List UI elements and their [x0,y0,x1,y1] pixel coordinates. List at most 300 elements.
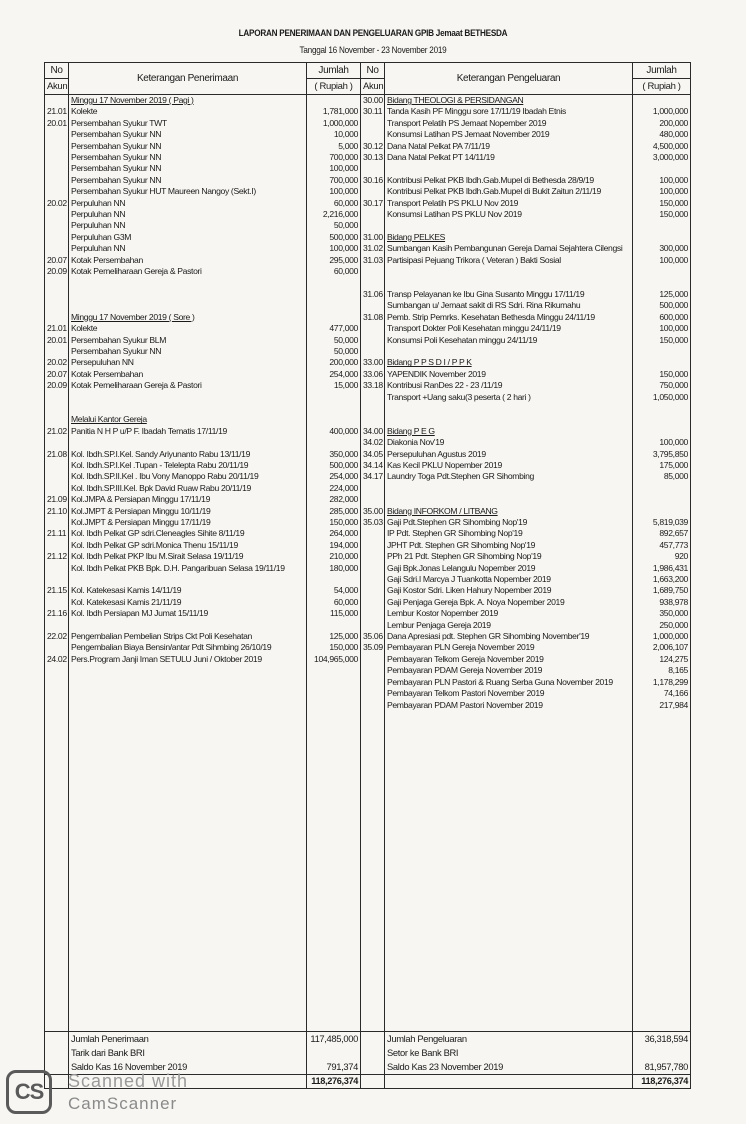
akun-out: 33.18 [361,380,385,391]
keterangan-out: PPh 21 Pdt. Stephen GR Sihombing Nop'19 [385,551,633,562]
saldo-akhir-value: 81,957,780 [633,1060,691,1075]
jumlah-in: 104,965,000 [307,654,361,665]
akun-in: 21.08 [45,449,69,460]
akun-out: 34.17 [361,471,385,482]
jumlah-in: 350,000 [307,449,361,460]
keterangan-out [385,483,633,494]
keterangan-in [69,392,307,403]
akun-in: 21.12 [45,551,69,562]
akun-in [45,129,69,140]
akun-out [361,540,385,551]
akun-out [361,494,385,505]
keterangan-in: Kol.JMPT & Persiapan Minggu 17/11/19 [69,517,307,528]
akun-in [45,642,69,653]
table-row [45,335,691,346]
jumlah-out: 1,663,200 [633,574,691,585]
header-row [45,63,691,79]
keterangan-out: Transport Pelatih PS Jemaat Nopember 2019 [385,118,633,129]
table-row [45,266,691,277]
akun-out [361,300,385,311]
keterangan-in: Kotak Persembahan [69,255,307,266]
jumlah-out: 150,000 [633,209,691,220]
grand-total-out: 118,276,374 [633,1074,691,1088]
jumlah-penerimaan-label: Jumlah Penerimaan [69,1031,307,1046]
akun-out [361,528,385,539]
keterangan-out: Bidang P P S D I / P P K [385,357,633,368]
jumlah-in: 194,000 [307,540,361,551]
keterangan-in: Pengembalian Pembelian Strips Ckt Poli Kesehatan [69,631,307,642]
keterangan-in: Perpuluhan NN [69,243,307,254]
keterangan-out: Pembayaran PLN Pastori & Ruang Serba Guna November 2019 [385,677,633,688]
jumlah-out [633,220,691,231]
akun-in: 20.01 [45,118,69,129]
keterangan-out: Partisipasi Pejuang Trikora ( Veteran ) Bakti Sosial [385,255,633,266]
jumlah-in: 282,000 [307,494,361,505]
jumlah-in: 5,000 [307,141,361,152]
keterangan-out: Gaji Penjaga Gereja Bpk. A. Noya Nopember 2019 [385,597,633,608]
akun-in [45,232,69,243]
akun-out: 30.11 [361,106,385,117]
col-akun-out: Akun [361,79,385,95]
jumlah-out: 125,000 [633,289,691,300]
jumlah-in [307,574,361,585]
keterangan-in: Persembahan Syukur HUT Maureen Nangoy (Sekt.I) [69,186,307,197]
jumlah-in: 254,000 [307,471,361,482]
akun-in [45,414,69,425]
jumlah-out [633,163,691,174]
jumlah-in: 1,000,000 [307,118,361,129]
jumlah-out: 1,986,431 [633,563,691,574]
table-row [45,506,691,517]
jumlah-in: 295,000 [307,255,361,266]
akun-in: 20.07 [45,369,69,380]
table-row [45,346,691,357]
jumlah-out: 3,795,850 [633,449,691,460]
keterangan-out: Dana Natal Pelkat PA 7/11/19 [385,141,633,152]
jumlah-out [633,426,691,437]
jumlah-in [307,300,361,311]
table-row [45,665,691,676]
keterangan-in: Melalui Kantor Gereja [69,414,307,425]
jumlah-in [307,437,361,448]
camscanner-logo-icon: CS [6,1070,52,1114]
jumlah-out: 175,000 [633,460,691,471]
jumlah-in: 10,000 [307,129,361,140]
akun-in [45,688,69,699]
keterangan-out: Sumbangan u/ Jemaat sakit di RS Sdri. Rina Rikumahu [385,300,633,311]
akun-in [45,597,69,608]
keterangan-in: Kolekte [69,106,307,117]
akun-in: 21.09 [45,494,69,505]
jumlah-pengeluaran-value: 36,318,594 [633,1031,691,1046]
keterangan-out: Konsumsi Poli Kesehatan minggu 24/11/19 [385,335,633,346]
table-row [45,688,691,699]
jumlah-out: 480,000 [633,129,691,140]
col-no-akun-out: No [361,63,385,79]
jumlah-out: 100,000 [633,175,691,186]
table-row [45,403,691,414]
jumlah-out: 3,000,000 [633,152,691,163]
akun-in [45,289,69,300]
jumlah-in [307,312,361,323]
akun-out: 30.17 [361,198,385,209]
jumlah-out: 1,050,000 [633,392,691,403]
jumlah-out: 600,000 [633,312,691,323]
jumlah-in: 700,000 [307,152,361,163]
akun-in: 22.02 [45,631,69,642]
akun-out: 33.06 [361,369,385,380]
keterangan-out: Transport +Uang saku(3 peserta ( 2 hari ) [385,392,633,403]
jumlah-out: 300,000 [633,243,691,254]
keterangan-out: JPHT Pdt. Stephen GR Sihombing Nop'19 [385,540,633,551]
keterangan-out: Bidang P E G [385,426,633,437]
table-row [45,129,691,140]
keterangan-out: Kontribusi RanDes 22 - 23 /11/19 [385,380,633,391]
jumlah-in: 50,000 [307,335,361,346]
table-row [45,528,691,539]
akun-in [45,243,69,254]
akun-out: 34.14 [361,460,385,471]
jumlah-out: 250,000 [633,620,691,631]
akun-in [45,563,69,574]
akun-in [45,700,69,711]
jumlah-out [633,357,691,368]
keterangan-in: Kol. Ibdh Pelkat GP sdri.Cleneagles Sihite 8/11/19 [69,528,307,539]
akun-out: 34.02 [361,437,385,448]
jumlah-out: 124,275 [633,654,691,665]
akun-out [361,129,385,140]
keterangan-in: Kol. Ibdh.SP.II.Kel . Ibu Vony Manoppo Rabu 20/11/19 [69,471,307,482]
akun-out: 35.03 [361,517,385,528]
jumlah-out: 74,166 [633,688,691,699]
keterangan-out: Diakonia Nov'19 [385,437,633,448]
keterangan-out: Gaji Pdt.Stephen GR Sihombing Nop'19 [385,517,633,528]
table-row [45,654,691,665]
akun-out [361,346,385,357]
jumlah-in: 54,000 [307,585,361,596]
akun-in [45,186,69,197]
keterangan-out: Bidang PELKES [385,232,633,243]
table-row [45,186,691,197]
keterangan-in [69,700,307,711]
keterangan-in: Persembahan Syukur NN [69,175,307,186]
jumlah-out: 217,984 [633,700,691,711]
jumlah-in: 2,216,000 [307,209,361,220]
tarik-bank-label: Tarik dari Bank BRI [69,1046,307,1060]
jumlah-out: 500,000 [633,300,691,311]
keterangan-in: Kol.JMPA & Persiapan Minggu 17/11/19 [69,494,307,505]
keterangan-in [69,677,307,688]
jumlah-out: 2,006,107 [633,642,691,653]
col-jumlah-out: Jumlah [633,63,691,79]
jumlah-out [633,506,691,517]
akun-out [361,163,385,174]
jumlah-out: 100,000 [633,437,691,448]
table-row [45,380,691,391]
table-row [45,323,691,334]
keterangan-out: Dana Natal Pelkat PT 14/11/19 [385,152,633,163]
akun-in [45,346,69,357]
akun-out [361,665,385,676]
table-row [45,175,691,186]
akun-out [361,677,385,688]
keterangan-out: Kontribusi Pelkat PKB Ibdh.Gab.Mupel di Bukit Zaitun 2/11/19 [385,186,633,197]
keterangan-in [69,278,307,289]
akun-out [361,186,385,197]
saldo-akhir-label: Saldo Kas 23 November 2019 [385,1060,633,1075]
keterangan-in: Kotak Pemeliharaan Gereja & Pastori [69,266,307,277]
akun-out [361,551,385,562]
jumlah-out: 1,000,000 [633,631,691,642]
jumlah-in: 180,000 [307,563,361,574]
keterangan-in [69,574,307,585]
jumlah-in: 150,000 [307,642,361,653]
jumlah-out: 100,000 [633,255,691,266]
akun-out [361,220,385,231]
jumlah-out: 4,500,000 [633,141,691,152]
akun-in [45,483,69,494]
keterangan-out: Bidang THEOLOGI & PERSIDANGAN [385,95,633,107]
keterangan-out: Pembayaran Telkom Gereja November 2019 [385,654,633,665]
table-row [45,152,691,163]
jumlah-out [633,95,691,107]
jumlah-out: 150,000 [633,369,691,380]
akun-in: 21.16 [45,608,69,619]
akun-in [45,665,69,676]
table-row [45,278,691,289]
table-row [45,198,691,209]
akun-in: 20.02 [45,357,69,368]
akun-in [45,392,69,403]
grand-total-in: 118,276,374 [307,1074,361,1088]
akun-out [361,620,385,631]
akun-in: 21.02 [45,426,69,437]
akun-out [361,335,385,346]
akun-in [45,152,69,163]
jumlah-out: 920 [633,551,691,562]
akun-in: 20.07 [45,255,69,266]
table-row [45,642,691,653]
jumlah-in: 264,000 [307,528,361,539]
jumlah-penerimaan-value: 117,485,000 [307,1031,361,1046]
keterangan-in: Perpuluhan NN [69,198,307,209]
jumlah-out: 150,000 [633,198,691,209]
jumlah-out: 350,000 [633,608,691,619]
table-row [45,563,691,574]
jumlah-in: 700,000 [307,175,361,186]
akun-out [361,574,385,585]
jumlah-in: 285,000 [307,506,361,517]
jumlah-in: 224,000 [307,483,361,494]
jumlah-in: 200,000 [307,357,361,368]
jumlah-in: 150,000 [307,517,361,528]
akun-in: 20.09 [45,266,69,277]
keterangan-in: Persepuluhan NN [69,357,307,368]
akun-out [361,392,385,403]
keterangan-out [385,403,633,414]
jumlah-in: 15,000 [307,380,361,391]
keterangan-out [385,266,633,277]
table-row [45,106,691,117]
table-row [45,620,691,631]
akun-in [45,540,69,551]
keterangan-out [385,278,633,289]
saldo-awal-label: Saldo Kas 16 November 2019 [69,1060,307,1075]
table-row [45,700,691,711]
jumlah-out: 750,000 [633,380,691,391]
keterangan-in: Kol. Ibdh.SP.I.Kel. Sandy Ariyunanto Rabu 13/11/19 [69,449,307,460]
akun-in [45,460,69,471]
akun-out: 31.06 [361,289,385,300]
ledger-table [44,62,691,1089]
keterangan-in: Persembahan Syukur BLM [69,335,307,346]
table-row [45,494,691,505]
jumlah-out [633,266,691,277]
jumlah-in: 60,000 [307,597,361,608]
jumlah-out: 150,000 [633,335,691,346]
ledger-footer [45,711,691,1089]
setor-bank-label: Setor ke Bank BRI [385,1046,633,1060]
jumlah-out: 457,773 [633,540,691,551]
jumlah-in: 100,000 [307,243,361,254]
akun-in [45,209,69,220]
ledger-body [45,95,691,711]
jumlah-out: 85,000 [633,471,691,482]
akun-out: 35.06 [361,631,385,642]
keterangan-in: Persembahan Syukur NN [69,152,307,163]
table-row [45,597,691,608]
jumlah-out: 200,000 [633,118,691,129]
saldo-awal-value: 791,374 [307,1060,361,1075]
akun-out [361,585,385,596]
jumlah-out [633,483,691,494]
keterangan-in [69,665,307,676]
table-row [45,289,691,300]
jumlah-out [633,494,691,505]
keterangan-in: Kol. Katekesasi Kamis 14/11/19 [69,585,307,596]
keterangan-out: Kontribusi Pelkat PKB Ibdh.Gab.Mupel di Bethesda 28/9/19 [385,175,633,186]
akun-out: 34.05 [361,449,385,460]
keterangan-in: Kotak Persembahan [69,369,307,380]
keterangan-out: Bidang INFORKOM / LITBANG [385,506,633,517]
akun-out [361,209,385,220]
jumlah-in: 50,000 [307,220,361,231]
keterangan-in: Persembahan Syukur TWT [69,118,307,129]
keterangan-in: Persembahan Syukur NN [69,346,307,357]
jumlah-in [307,392,361,403]
keterangan-out: Pemb. Strip Pemrks. Kesehatan Bethesda Minggu 24/11/19 [385,312,633,323]
jumlah-out [633,278,691,289]
table-row [45,608,691,619]
jumlah-in: 60,000 [307,266,361,277]
akun-out [361,266,385,277]
keterangan-in: Minggu 17 November 2019 ( Sore ) [69,312,307,323]
col-ket-pengeluaran: Keterangan Pengeluaran [385,63,633,95]
akun-in: 21.01 [45,106,69,117]
keterangan-out: Transport Dokter Poli Kesehatan minggu 24/11/19 [385,323,633,334]
keterangan-in [69,688,307,699]
keterangan-in [69,403,307,414]
akun-out: 33.00 [361,357,385,368]
keterangan-in: Kotak Pemeliharaan Gereja & Pastori [69,380,307,391]
table-row [45,312,691,323]
jumlah-out: 5,819,039 [633,517,691,528]
keterangan-in [69,300,307,311]
akun-out: 35.09 [361,642,385,653]
akun-in [45,278,69,289]
akun-out: 31.08 [361,312,385,323]
jumlah-in: 210,000 [307,551,361,562]
jumlah-pengeluaran-label: Jumlah Pengeluaran [385,1031,633,1046]
jumlah-in: 477,000 [307,323,361,334]
table-row [45,585,691,596]
akun-in: 21.11 [45,528,69,539]
jumlah-in: 500,000 [307,460,361,471]
akun-out [361,608,385,619]
col-rupiah-in: ( Rupiah ) [307,79,361,95]
jumlah-out: 100,000 [633,323,691,334]
akun-out [361,700,385,711]
keterangan-in: Kol. Ibdh Pelkat PKP Ibu M.Sirait Selasa 19/11/19 [69,551,307,562]
akun-out [361,278,385,289]
keterangan-out: Pembayaran Telkom Pastori November 2019 [385,688,633,699]
akun-out: 34.00 [361,426,385,437]
watermark-line1: Scanned with [68,1071,189,1091]
table-row [45,540,691,551]
table-row [45,677,691,688]
akun-out [361,563,385,574]
keterangan-in: Kol. Ibdh.SP.III.Kel. Bpk David Ruaw Rabu 20/11/19 [69,483,307,494]
table-row [45,300,691,311]
keterangan-in: Perpuluhan NN [69,220,307,231]
akun-in [45,95,69,107]
jumlah-in [307,278,361,289]
keterangan-out [385,346,633,357]
table-row [45,414,691,425]
akun-out [361,654,385,665]
keterangan-out: Gaji Sdri.I Marcya J Tuankotta Nopember 2019 [385,574,633,585]
keterangan-in: Kol.JMPT & Persiapan Minggu 10/11/19 [69,506,307,517]
table-row [45,471,691,482]
keterangan-out: Gaji Kostor Sdri. Liken Hahury Nopember 2019 [385,585,633,596]
col-akun: Akun [45,79,69,95]
keterangan-out [385,220,633,231]
col-rupiah-out: ( Rupiah ) [633,79,691,95]
table-row [45,551,691,562]
jumlah-out: 1,178,299 [633,677,691,688]
jumlah-in [307,95,361,107]
table-row [45,220,691,231]
akun-out: 31.03 [361,255,385,266]
camscanner-logo [6,1070,66,1118]
keterangan-out: Konsumsi Latihan PS Jemaat November 2019 [385,129,633,140]
table-row [45,631,691,642]
keterangan-out: Transport Pelatih PS PKLU Nov 2019 [385,198,633,209]
akun-out: 30.16 [361,175,385,186]
keterangan-in: Panitia N H P u/P F. Ibadah Tematis 17/11/19 [69,426,307,437]
akun-in [45,312,69,323]
col-no-akun: No [45,63,69,79]
report-period: Tanggal 16 November - 23 November 2019 [299,45,447,56]
col-ket-penerimaan: Keterangan Penerimaan [69,63,307,95]
jumlah-in: 100,000 [307,186,361,197]
bank-row [45,1046,691,1060]
keterangan-out: Tanda Kasih PF Minggu sore 17/11/19 Ibadah Etnis [385,106,633,117]
akun-in: 20.09 [45,380,69,391]
table-row [45,574,691,585]
keterangan-out: Laundry Toga Pdt.Stephen GR Sihombing [385,471,633,482]
akun-in [45,175,69,186]
